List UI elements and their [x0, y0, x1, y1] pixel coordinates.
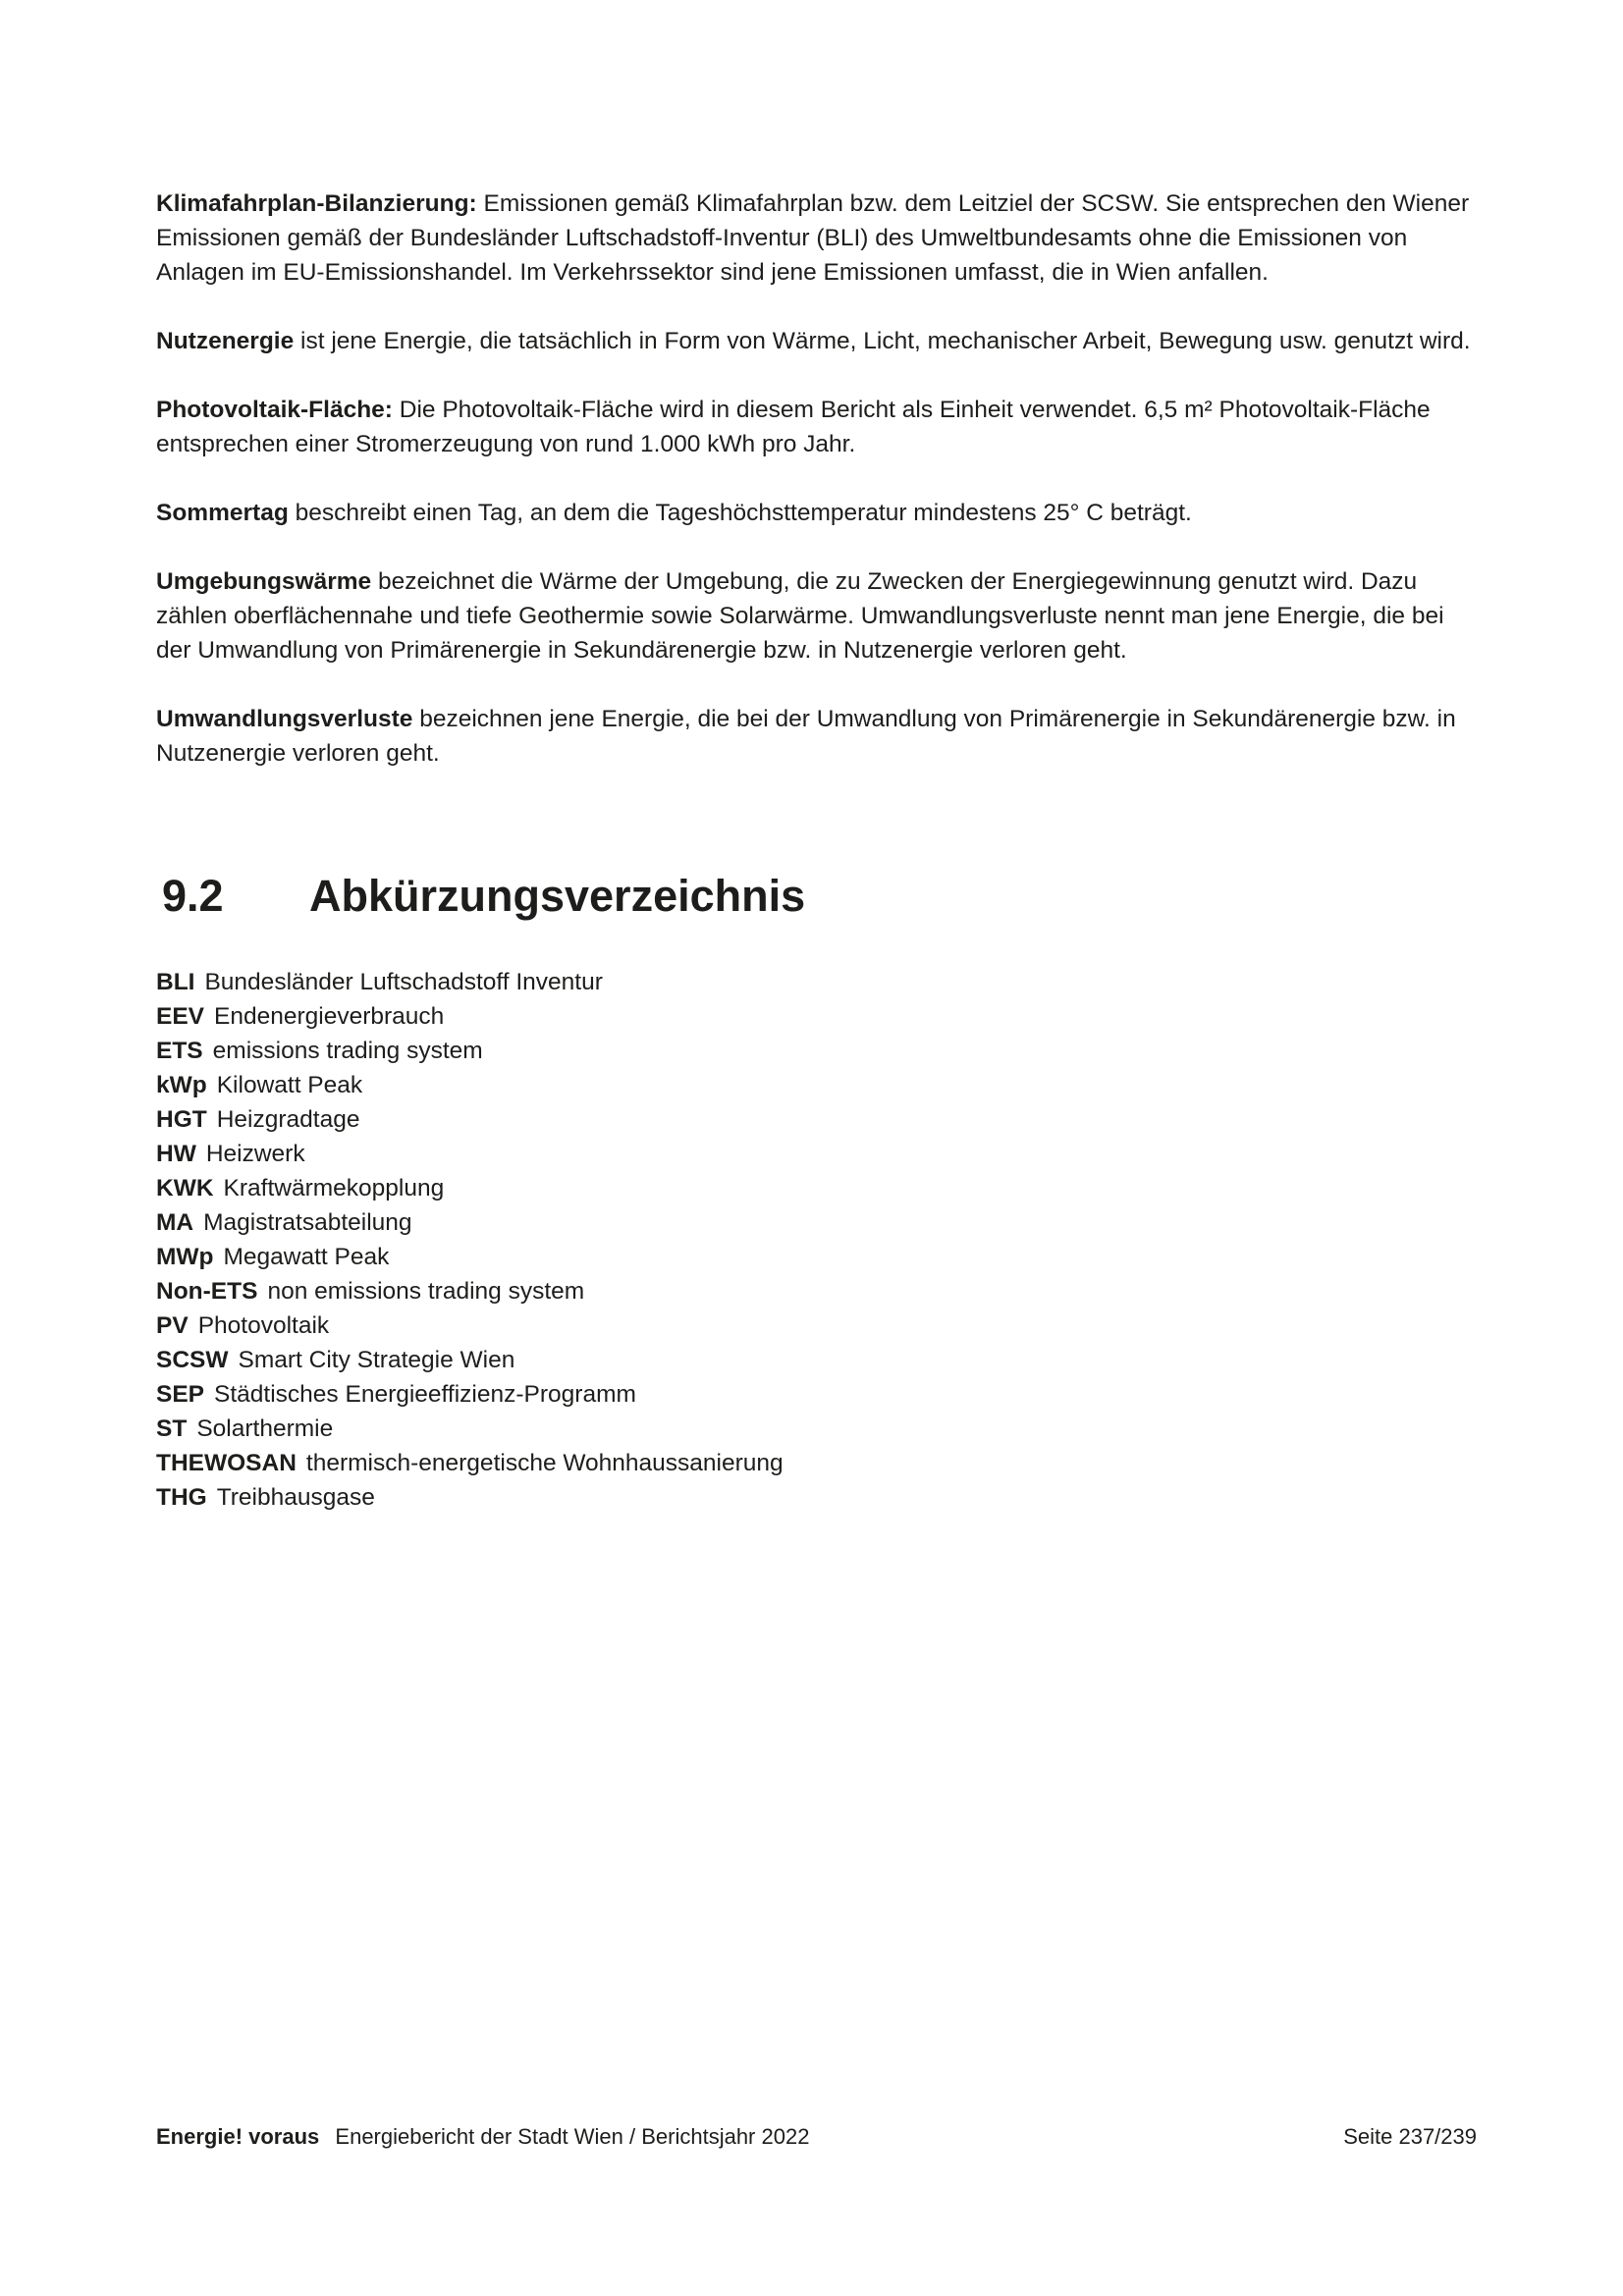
abbreviation-code: Non-ETS	[156, 1278, 258, 1305]
abbreviation-code: PV	[156, 1312, 189, 1339]
abbreviation-code: HW	[156, 1141, 196, 1167]
abbreviation-code: HGT	[156, 1106, 207, 1133]
abbreviation-meaning: Heizwerk	[205, 1141, 305, 1167]
abbreviation-meaning: Kraftwärmekopplung	[223, 1175, 445, 1201]
definition-text: Emissionen gemäß Klimafahrplan bzw. dem Leitziel der SCSW. Sie entsprechen den Wiener Emissionen gemäß der Bundesländer Luftschadstoff-Inventur (BLI) des Umweltbundesamts ohne die Emissionen von Anlagen im EU-Emissionshandel. Im Verkehrssektor sind jene Emissionen umfasst, die in Wien anfallen.	[156, 190, 1470, 286]
page-footer	[156, 2122, 1477, 2152]
abbreviation-meaning: thermisch-energetische Wohnhaussanierung	[305, 1450, 784, 1476]
footer-brand: Energie! voraus	[156, 2124, 320, 2149]
abbreviation-item	[156, 1137, 1477, 1171]
abbreviation-meaning: Treibhausgase	[216, 1484, 375, 1511]
section-number: 9.2	[162, 871, 224, 921]
abbreviation-code: ETS	[156, 1038, 203, 1064]
abbreviation-meaning: emissions trading system	[212, 1038, 483, 1064]
abbreviation-item	[156, 1034, 1477, 1068]
definition-term: Umwandlungsverluste	[156, 706, 413, 732]
abbreviation-meaning: Kilowatt Peak	[216, 1072, 363, 1098]
definition-text: ist jene Energie, die tatsächlich in Form von Wärme, Licht, mechanischer Arbeit, Bewegung usw. genutzt wird.	[294, 328, 1471, 354]
definition-sommertag	[156, 496, 1477, 530]
abbreviation-meaning: Magistratsabteilung	[203, 1209, 412, 1236]
section-heading	[162, 869, 1477, 924]
abbreviation-code: THEWOSAN	[156, 1450, 297, 1476]
definition-umwandlungsverluste	[156, 702, 1477, 771]
abbreviation-code: kWp	[156, 1072, 207, 1098]
definition-term: Sommertag	[156, 500, 289, 526]
abbreviation-item	[156, 1480, 1477, 1515]
page-number: Seite 237/239	[1343, 2124, 1477, 2149]
definition-text: bezeichnen jene Energie, die bei der Umwandlung von Primärenergie in Sekundärenergie bzw. in Nutzenergie verloren geht.	[156, 706, 1456, 767]
definition-umgebungswaerme	[156, 564, 1477, 667]
definition-text: Die Photovoltaik-Fläche wird in diesem Bericht als Einheit verwendet. 6,5 m² Photovoltaik-Fläche entsprechen einer Stromerzeugung von rund 1.000 kWh pro Jahr.	[156, 397, 1431, 457]
abbreviation-item	[156, 1412, 1477, 1446]
definition-nutzenergie	[156, 324, 1477, 358]
definition-klimafahrplan-bilanzierung	[156, 187, 1477, 290]
abbreviation-code: SEP	[156, 1381, 205, 1408]
abbreviation-item	[156, 1274, 1477, 1308]
definition-term: Umgebungswärme	[156, 568, 372, 595]
abbreviation-item	[156, 999, 1477, 1034]
abbreviation-meaning: Photovoltaik	[197, 1312, 330, 1339]
abbreviation-meaning: Endenergieverbrauch	[214, 1003, 445, 1030]
abbreviation-code: MWp	[156, 1244, 214, 1270]
abbreviation-code: MA	[156, 1209, 194, 1236]
abbreviation-item	[156, 1102, 1477, 1137]
footer-subtitle: Energiebericht der Stadt Wien / Berichtsjahr 2022	[335, 2124, 810, 2149]
abbreviation-item	[156, 1240, 1477, 1274]
abbreviation-item	[156, 1446, 1477, 1480]
abbreviation-code: EEV	[156, 1003, 205, 1030]
abbreviation-meaning: non emissions trading system	[267, 1278, 585, 1305]
abbreviation-meaning: Bundesländer Luftschadstoff Inventur	[204, 969, 603, 995]
abbreviation-item	[156, 1308, 1477, 1343]
abbreviation-code: ST	[156, 1415, 188, 1442]
abbreviation-item	[156, 1205, 1477, 1240]
abbreviation-item	[156, 1377, 1477, 1412]
section-title: Abkürzungsverzeichnis	[309, 871, 806, 921]
abbreviation-list	[156, 965, 1477, 1515]
abbreviation-meaning: Megawatt Peak	[223, 1244, 390, 1270]
definition-term: Photovoltaik-Fläche:	[156, 397, 393, 423]
abbreviation-code: THG	[156, 1484, 207, 1511]
abbreviation-meaning: Heizgradtage	[216, 1106, 360, 1133]
definition-photovoltaik-flaeche	[156, 393, 1477, 461]
abbreviation-item	[156, 1343, 1477, 1377]
abbreviation-code: KWK	[156, 1175, 214, 1201]
abbreviation-code: SCSW	[156, 1347, 229, 1373]
abbreviation-meaning: Smart City Strategie Wien	[238, 1347, 515, 1373]
abbreviation-item	[156, 1068, 1477, 1102]
abbreviation-meaning: Solarthermie	[196, 1415, 334, 1442]
definition-text: bezeichnet die Wärme der Umgebung, die zu Zwecken der Energiegewinnung genutzt wird. Dazu zählen oberflächennahe und tiefe Geothermie sowie Solarwärme. Umwandlungsverluste nennt man jene Energie, die bei der Umwandlung von Primärenergie in Sekundärenergie bzw. in Nutzenergie verloren geht.	[156, 568, 1444, 664]
footer-left	[156, 2122, 809, 2152]
definition-term: Klimafahrplan-Bilanzierung:	[156, 190, 477, 217]
definition-text: beschreibt einen Tag, an dem die Tageshöchsttemperatur mindestens 25° C beträgt.	[288, 500, 1192, 526]
abbreviation-meaning: Städtisches Energieeffizienz-Programm	[214, 1381, 636, 1408]
page-content	[156, 187, 1477, 1515]
abbreviation-code: BLI	[156, 969, 195, 995]
definition-term: Nutzenergie	[156, 328, 295, 354]
abbreviation-item	[156, 965, 1477, 999]
abbreviation-item	[156, 1171, 1477, 1205]
